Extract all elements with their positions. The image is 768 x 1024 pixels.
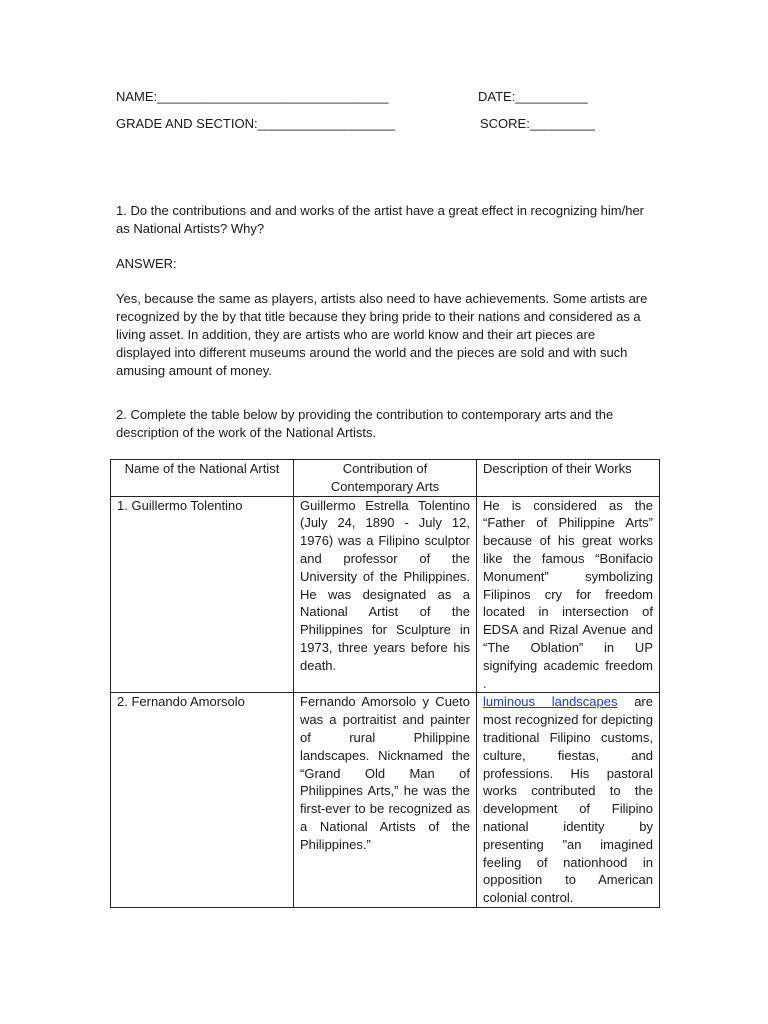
table-row xyxy=(111,496,660,693)
header-description: Description of their Works xyxy=(477,460,660,497)
date-field-label: DATE:__________ xyxy=(478,89,588,104)
answer-paragraph: Yes, because the same as players, artists also need to have achievements. Some artists are recognized by the by that title because they bring pride to their nations and considered as a living asset. In addition, they are artists who are world know and their art pieces are displayed into different museums around the world and the pieces are sold and with such amusing amount of money. xyxy=(116,291,648,378)
grade-section-field-label: GRADE AND SECTION:___________________ xyxy=(116,116,395,131)
description-cell xyxy=(477,693,660,908)
header-contribution: Contribution of Contemporary Arts xyxy=(294,460,477,497)
contribution-cell: Guillermo Estrella Tolentino (July 24, 1890 - July 12, 1976) was a Filipino sculptor and professor of the University of the Philippines. He was designated as a National Artist of the Philippines for Sculpture in 1973, three years before his death. xyxy=(294,496,477,693)
table-row xyxy=(111,693,660,908)
luminous-landscapes-link[interactable]: luminous landscapes xyxy=(483,694,618,710)
question-1: 1. Do the contributions and and works of the artist have a great effect in recognizing him/her as National Artists? Why? xyxy=(116,203,645,236)
artist-name-cell: 2. Fernando Amorsolo xyxy=(111,693,294,908)
score-field-label: SCORE:_________ xyxy=(480,116,595,131)
artist-name-cell: 1. Guillermo Tolentino xyxy=(111,496,294,693)
question-2: 2. Complete the table below by providing the contribution to contemporary arts and the description of the work of the National Artists. xyxy=(116,407,614,440)
contribution-cell: Fernando Amorsolo y Cueto was a portraitist and painter of rural Philippine landscapes. Nicknamed the “Grand Old Man of Philippines Arts,” he was the first-ever to be recognized as a National Artists of the Philippines.” xyxy=(294,693,477,908)
table-header-row xyxy=(111,460,660,497)
header-name: Name of the National Artist xyxy=(111,460,294,497)
description-cell: He is considered as the “Father of Philippine Arts” because of his great works like the famous “Bonifacio Monument” symbolizing Filipinos cry for freedom located in intersection of EDSA and Rizal Avenue and “The Oblation” in UP signifying academic freedom . xyxy=(477,496,660,693)
answer-label: ANSWER: xyxy=(116,256,177,271)
name-field-label: NAME:________________________________ xyxy=(116,89,389,104)
national-artists-table xyxy=(110,459,660,908)
description-text: are most recognized for depicting traditional Filipino customs, culture, fiestas, and professions. His pastoral works contributed to the development of Filipino national identity by presenting "an imagined feeling of nationhood in opposition to American colonial control. xyxy=(483,694,653,906)
